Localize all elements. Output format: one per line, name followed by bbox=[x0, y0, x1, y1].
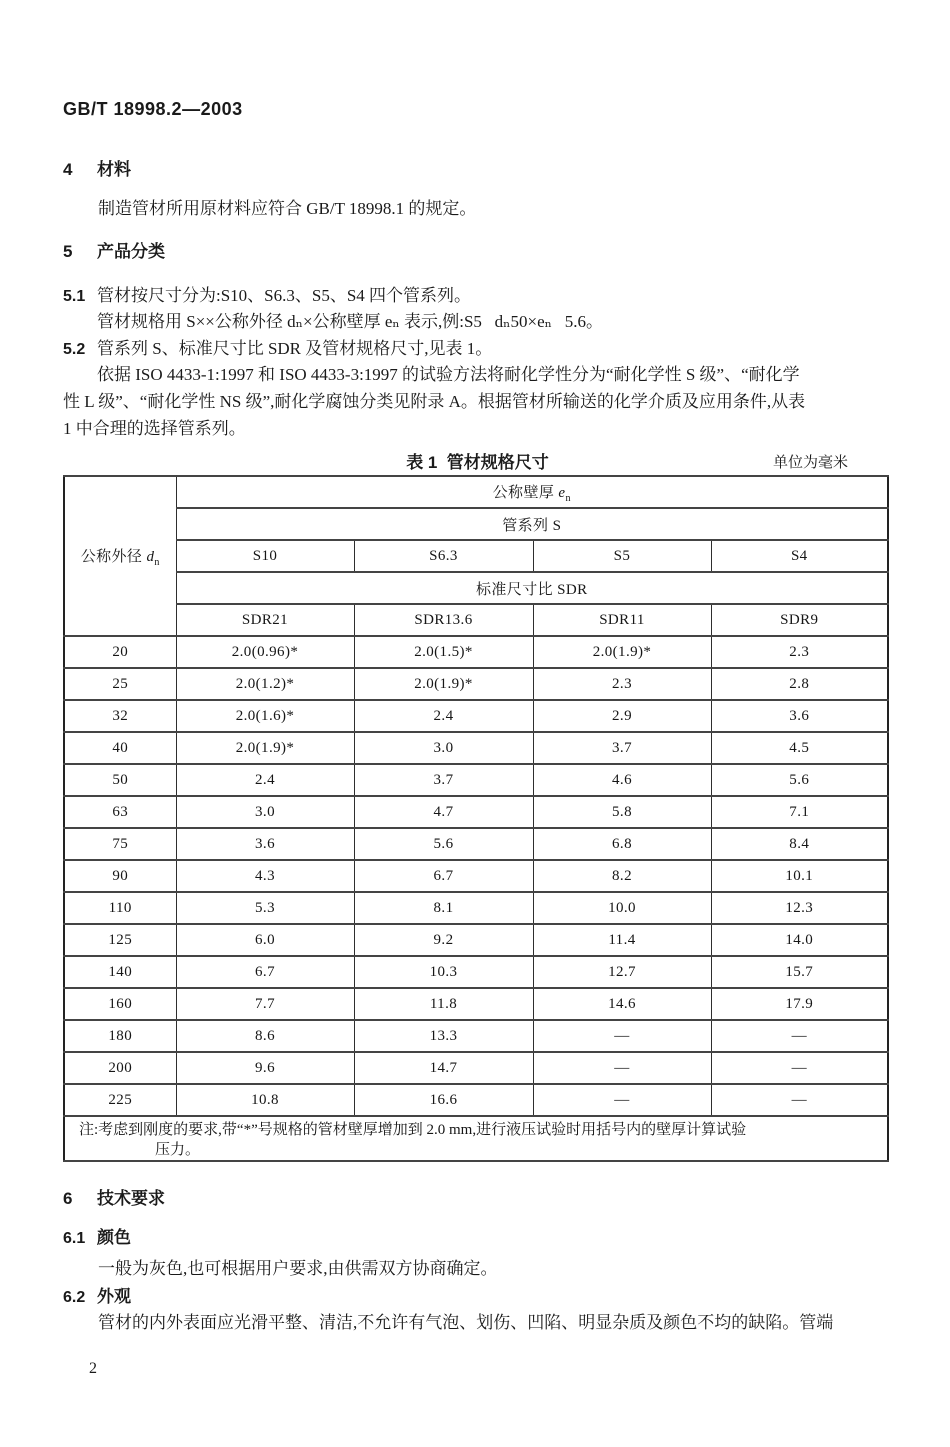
header-row-sdr bbox=[64, 572, 888, 604]
header-sdr13-6: SDR13.6 bbox=[354, 604, 533, 636]
cell-s5-sdr11: 12.7 bbox=[533, 956, 711, 988]
cell-s5-sdr11: — bbox=[533, 1052, 711, 1084]
table-row bbox=[64, 1020, 888, 1052]
table-unit-note: 单位为毫米 bbox=[772, 455, 848, 471]
cell-s4-sdr9: 4.5 bbox=[711, 732, 888, 764]
table-note-cell bbox=[64, 1116, 888, 1161]
cell-s5-sdr11: — bbox=[533, 1020, 711, 1052]
clause-5-2-text: 管系列 S、标准尺寸比 SDR 及管材规格尺寸,见表 1。 bbox=[97, 339, 493, 358]
cell-nominal-diameter: 180 bbox=[64, 1020, 176, 1052]
cell-s10-sdr21: 6.0 bbox=[176, 924, 354, 956]
table-row bbox=[64, 636, 888, 668]
clause-5-2-paragraph-line-1: 依据 ISO 4433-1:1997 和 ISO 4433-3:1997 的试验方法将耐化学性分为“耐化学性 S 级”、“耐化学 bbox=[97, 365, 800, 384]
cell-s6-3-sdr13-6: 16.6 bbox=[354, 1084, 533, 1116]
clause-5-2-paragraph-line-3: 1 中合理的选择管系列。 bbox=[63, 419, 246, 438]
table-row bbox=[64, 956, 888, 988]
cell-s4-sdr9: 7.1 bbox=[711, 796, 888, 828]
cell-nominal-diameter: 25 bbox=[64, 668, 176, 700]
cell-s6-3-sdr13-6: 5.6 bbox=[354, 828, 533, 860]
cell-s4-sdr9: 12.3 bbox=[711, 892, 888, 924]
header-nominal-wall-thickness bbox=[176, 476, 888, 508]
section-5-title: 产品分类 bbox=[97, 242, 165, 261]
wall-symbol: e bbox=[558, 484, 566, 501]
section-6-2-paragraph: 管材的内外表面应光滑平整、清洁,不允许有气泡、划伤、凹陷、明显杂质及颜色不均的缺陷。管端 bbox=[98, 1313, 834, 1332]
cell-s6-3-sdr13-6: 9.2 bbox=[354, 924, 533, 956]
cell-s10-sdr21: 2.0(1.9)* bbox=[176, 732, 354, 764]
section-6-1-heading bbox=[63, 1228, 892, 1249]
cell-s6-3-sdr13-6: 14.7 bbox=[354, 1052, 533, 1084]
section-5-number: 5 bbox=[63, 242, 73, 261]
cell-nominal-diameter: 140 bbox=[64, 956, 176, 988]
cell-s6-3-sdr13-6: 2.4 bbox=[354, 700, 533, 732]
cell-nominal-diameter: 50 bbox=[64, 764, 176, 796]
cell-s5-sdr11: 2.9 bbox=[533, 700, 711, 732]
cell-nominal-diameter: 20 bbox=[64, 636, 176, 668]
cell-s4-sdr9: — bbox=[711, 1020, 888, 1052]
clause-5-2 bbox=[63, 338, 892, 360]
clause-5-1-text: 管材按尺寸分为:S10、S6.3、S5、S4 四个管系列。 bbox=[97, 286, 472, 305]
cell-s10-sdr21: 2.0(1.2)* bbox=[176, 668, 354, 700]
section-4-paragraph: 制造管材所用原材料应符合 GB/T 18998.1 的规定。 bbox=[98, 199, 477, 218]
cell-s6-3-sdr13-6: 2.0(1.5)* bbox=[354, 636, 533, 668]
cell-s5-sdr11: 4.6 bbox=[533, 764, 711, 796]
section-6-title: 技术要求 bbox=[97, 1189, 165, 1208]
cell-s6-3-sdr13-6: 8.1 bbox=[354, 892, 533, 924]
spec-table-footer bbox=[64, 1116, 888, 1161]
cell-s10-sdr21: 2.0(0.96)* bbox=[176, 636, 354, 668]
cell-s5-sdr11: 6.8 bbox=[533, 828, 711, 860]
cell-s4-sdr9: 15.7 bbox=[711, 956, 888, 988]
table-row bbox=[64, 860, 888, 892]
section-6-number: 6 bbox=[63, 1189, 73, 1208]
table-row bbox=[64, 796, 888, 828]
cell-s4-sdr9: 8.4 bbox=[711, 828, 888, 860]
cell-s5-sdr11: 3.7 bbox=[533, 732, 711, 764]
cell-s4-sdr9: 17.9 bbox=[711, 988, 888, 1020]
pipe-spec-table bbox=[63, 475, 889, 1162]
wall-label: 公称壁厚 bbox=[492, 484, 559, 501]
cell-s6-3-sdr13-6: 10.3 bbox=[354, 956, 533, 988]
dn-subscript: n bbox=[154, 556, 160, 568]
cell-s4-sdr9: 10.1 bbox=[711, 860, 888, 892]
spec-table-header bbox=[64, 476, 888, 636]
cell-s10-sdr21: 8.6 bbox=[176, 1020, 354, 1052]
table-row bbox=[64, 1084, 888, 1116]
clause-5-2-number: 5.2 bbox=[63, 341, 86, 358]
cell-nominal-diameter: 110 bbox=[64, 892, 176, 924]
cell-s10-sdr21: 2.0(1.6)* bbox=[176, 700, 354, 732]
dn-symbol: d bbox=[146, 548, 155, 565]
clause-5-2-paragraph-line-2: 性 L 级”、“耐化学性 NS 级”,耐化学腐蚀分类见附录 A。根据管材所输送的化学介质及应用条件,从表 bbox=[63, 392, 806, 411]
header-s4: S4 bbox=[711, 540, 888, 572]
cell-s10-sdr21: 7.7 bbox=[176, 988, 354, 1020]
cell-s5-sdr11: 14.6 bbox=[533, 988, 711, 1020]
cell-nominal-diameter: 75 bbox=[64, 828, 176, 860]
clause-5-1-number: 5.1 bbox=[63, 288, 86, 305]
cell-nominal-diameter: 90 bbox=[64, 860, 176, 892]
cell-s6-3-sdr13-6: 11.8 bbox=[354, 988, 533, 1020]
cell-s4-sdr9: 2.3 bbox=[711, 636, 888, 668]
wall-subscript: n bbox=[565, 492, 571, 504]
clause-5-1-paragraph: 管材规格用 S××公称外径 dₙ×公称壁厚 eₙ 表示,例:S5 dₙ50×eₙ 5.6。 bbox=[97, 312, 603, 331]
cell-s10-sdr21: 3.6 bbox=[176, 828, 354, 860]
cell-s10-sdr21: 9.6 bbox=[176, 1052, 354, 1084]
cell-s5-sdr11: 8.2 bbox=[533, 860, 711, 892]
cell-s10-sdr21: 4.3 bbox=[176, 860, 354, 892]
header-s5: S5 bbox=[533, 540, 711, 572]
table-row bbox=[64, 700, 888, 732]
cell-s6-3-sdr13-6: 3.7 bbox=[354, 764, 533, 796]
header-sdr9: SDR9 bbox=[711, 604, 888, 636]
table-row bbox=[64, 1052, 888, 1084]
header-s10: S10 bbox=[176, 540, 354, 572]
cell-s4-sdr9: 14.0 bbox=[711, 924, 888, 956]
header-row-series-cols bbox=[64, 540, 888, 572]
section-6-1-title: 颜色 bbox=[97, 1228, 131, 1247]
cell-s6-3-sdr13-6: 4.7 bbox=[354, 796, 533, 828]
table-row bbox=[64, 924, 888, 956]
cell-s10-sdr21: 5.3 bbox=[176, 892, 354, 924]
section-4-title: 材料 bbox=[97, 160, 131, 179]
section-6-2-title: 外观 bbox=[97, 1287, 131, 1306]
header-nominal-outside-diameter bbox=[64, 476, 176, 636]
table-caption: 表 1 管材规格尺寸 bbox=[406, 453, 549, 472]
table-note-line-1: 注:考虑到刚度的要求,带“*”号规格的管材壁厚增加到 2.0 mm,进行液压试验时用括号内的壁厚计算试验 bbox=[79, 1122, 747, 1138]
cell-nominal-diameter: 63 bbox=[64, 796, 176, 828]
section-4-heading bbox=[63, 160, 892, 180]
table-row bbox=[64, 988, 888, 1020]
cell-s4-sdr9: 3.6 bbox=[711, 700, 888, 732]
cell-s6-3-sdr13-6: 13.3 bbox=[354, 1020, 533, 1052]
doc-number: GB/T 18998.2—2003 bbox=[63, 99, 243, 119]
dn-label: 公称外径 bbox=[80, 548, 147, 565]
header-pipe-series: 管系列 S bbox=[176, 508, 888, 540]
table-row bbox=[64, 764, 888, 796]
cell-nominal-diameter: 200 bbox=[64, 1052, 176, 1084]
cell-s10-sdr21: 3.0 bbox=[176, 796, 354, 828]
cell-s5-sdr11: 11.4 bbox=[533, 924, 711, 956]
cell-s10-sdr21: 10.8 bbox=[176, 1084, 354, 1116]
cell-nominal-diameter: 40 bbox=[64, 732, 176, 764]
header-sdr11: SDR11 bbox=[533, 604, 711, 636]
table-row bbox=[64, 732, 888, 764]
header-sdr: 标准尺寸比 SDR bbox=[176, 572, 888, 604]
header-row-wall bbox=[64, 476, 888, 508]
section-6-2-number: 6.2 bbox=[63, 1289, 86, 1306]
cell-s6-3-sdr13-6: 6.7 bbox=[354, 860, 533, 892]
section-6-1-paragraph: 一般为灰色,也可根据用户要求,由供需双方协商确定。 bbox=[98, 1259, 498, 1278]
table-note-row bbox=[64, 1116, 888, 1161]
cell-s4-sdr9: — bbox=[711, 1052, 888, 1084]
cell-s5-sdr11: 5.8 bbox=[533, 796, 711, 828]
cell-s5-sdr11: 2.3 bbox=[533, 668, 711, 700]
table-row bbox=[64, 892, 888, 924]
header-row-series bbox=[64, 508, 888, 540]
header-s6-3: S6.3 bbox=[354, 540, 533, 572]
section-6-heading bbox=[63, 1189, 892, 1209]
section-5-heading bbox=[63, 242, 892, 262]
header-sdr21: SDR21 bbox=[176, 604, 354, 636]
cell-s4-sdr9: 2.8 bbox=[711, 668, 888, 700]
spec-table-body bbox=[64, 636, 888, 1116]
page-number: 2 bbox=[89, 1360, 97, 1377]
cell-s6-3-sdr13-6: 2.0(1.9)* bbox=[354, 668, 533, 700]
cell-s5-sdr11: 2.0(1.9)* bbox=[533, 636, 711, 668]
cell-nominal-diameter: 125 bbox=[64, 924, 176, 956]
cell-s10-sdr21: 6.7 bbox=[176, 956, 354, 988]
cell-nominal-diameter: 160 bbox=[64, 988, 176, 1020]
section-6-1-number: 6.1 bbox=[63, 1230, 86, 1247]
section-4-number: 4 bbox=[63, 160, 73, 179]
header-row-sdr-cols bbox=[64, 604, 888, 636]
cell-s10-sdr21: 2.4 bbox=[176, 764, 354, 796]
table-row bbox=[64, 668, 888, 700]
cell-s5-sdr11: — bbox=[533, 1084, 711, 1116]
cell-nominal-diameter: 32 bbox=[64, 700, 176, 732]
section-6-2-heading bbox=[63, 1287, 892, 1308]
table-note-line-2: 压力。 bbox=[155, 1142, 201, 1158]
cell-s4-sdr9: — bbox=[711, 1084, 888, 1116]
cell-s5-sdr11: 10.0 bbox=[533, 892, 711, 924]
clause-5-1 bbox=[63, 285, 892, 307]
cell-s6-3-sdr13-6: 3.0 bbox=[354, 732, 533, 764]
cell-s4-sdr9: 5.6 bbox=[711, 764, 888, 796]
table-row bbox=[64, 828, 888, 860]
table-caption-row bbox=[63, 448, 892, 470]
cell-nominal-diameter: 225 bbox=[64, 1084, 176, 1116]
